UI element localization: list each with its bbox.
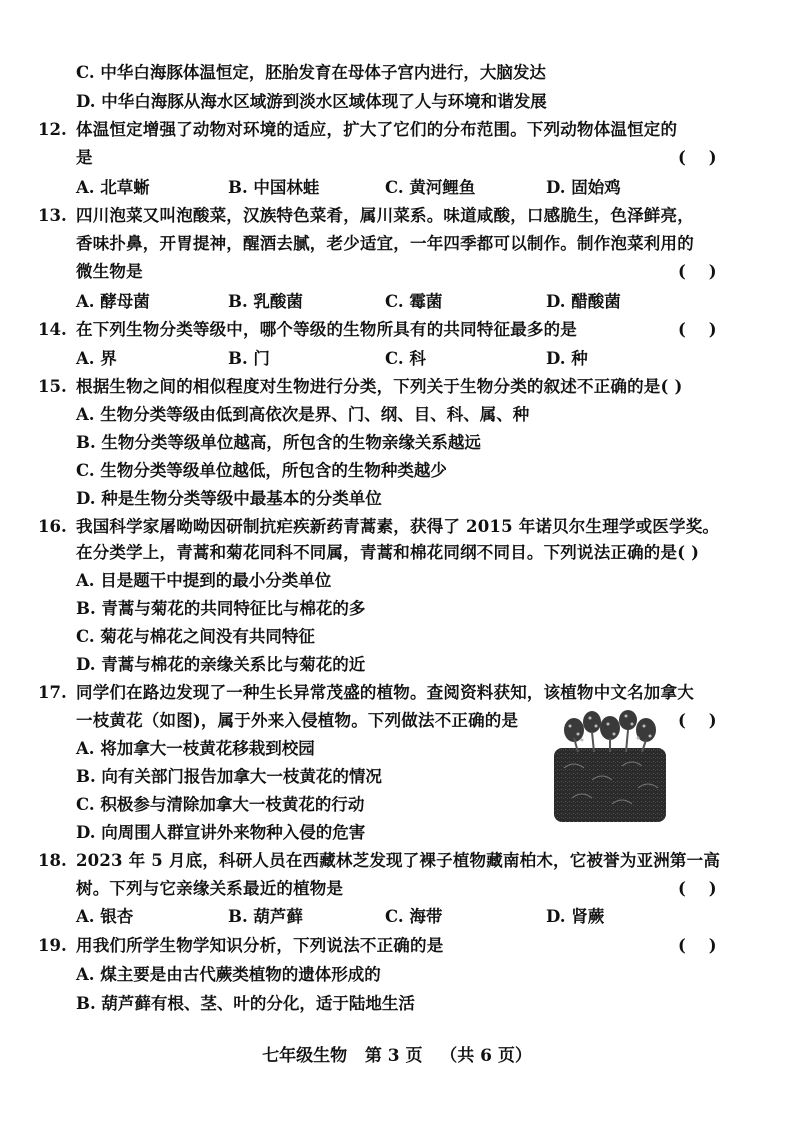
q14-option-c: C. 科 xyxy=(385,349,426,368)
q14-option-b: B. 门 xyxy=(228,349,270,368)
q13-option-a: A. 酵母菌 xyxy=(76,292,150,311)
goldenrod-plant-image xyxy=(552,708,668,824)
q13-option-d: D. 醋酸菌 xyxy=(546,292,621,311)
q18-option-c: C. 海带 xyxy=(385,907,443,926)
q19-option-a: A. 煤主要是由古代蕨类植物的遗体形成的 xyxy=(76,965,381,984)
q12-stem-line2: 是 xyxy=(76,148,93,167)
q16-option-b: B. 青蒿与菊花的共同特征比与棉花的多 xyxy=(76,599,366,618)
q14-option-d: D. 种 xyxy=(546,349,588,368)
q12-answer-paren: ( ) xyxy=(678,148,717,167)
q18-stem-line2: 树。下列与它亲缘关系最近的植物是 xyxy=(76,879,344,898)
q12-option-d: D. 固始鸡 xyxy=(546,178,621,197)
q18-option-a: A. 银杏 xyxy=(76,907,134,926)
q17-option-a: A. 将加拿大一枝黄花移栽到校园 xyxy=(76,739,315,758)
q18-answer-paren: ( ) xyxy=(678,879,717,898)
q12-stem-line1: 体温恒定增强了动物对环境的适应，扩大了它们的分布范围。下列动物体温恒定的 xyxy=(76,120,678,139)
q18-number: 18. xyxy=(38,851,67,870)
q18-stem-line1: 2023 年 5 月底，科研人员在西藏林芝发现了裸子植物藏南柏木，它被誉为亚洲第一高 xyxy=(76,851,721,870)
q18-option-b: B. 葫芦藓 xyxy=(228,907,303,926)
q15-option-d: D. 种是生物分类等级中最基本的分类单位 xyxy=(76,489,382,508)
q13-option-c: C. 霉菌 xyxy=(385,292,443,311)
q13-answer-paren: ( ) xyxy=(678,262,717,281)
q13-stem-line2: 香味扑鼻，开胃提神，醒酒去腻，老少适宜，一年四季都可以制作。制作泡菜利用的 xyxy=(76,234,694,253)
q14-number: 14. xyxy=(38,320,67,339)
q19-answer-paren: ( ) xyxy=(678,936,717,955)
q16-stem-line1: 我国科学家屠呦呦因研制抗疟疾新药青蒿素，获得了 2015 年诺贝尔生理学或医学奖。 xyxy=(76,517,720,536)
q17-stem-line1: 同学们在路边发现了一种生长异常茂盛的植物。查阅资料获知，该植物中文名加拿大 xyxy=(76,683,694,702)
q11-option-c: C. 中华白海豚体温恒定，胚胎发育在母体子宫内进行，大脑发达 xyxy=(76,63,546,82)
q15-stem-line1: 根据生物之间的相似程度对生物进行分类，下列关于生物分类的叙述不正确的是( ) xyxy=(76,377,683,396)
q16-option-c: C. 菊花与棉花之间没有共同特征 xyxy=(76,627,315,646)
q17-option-c: C. 积极参与清除加拿大一枝黄花的行动 xyxy=(76,795,365,814)
q14-stem-line1: 在下列生物分类等级中，哪个等级的生物所具有的共同特征最多的是 xyxy=(76,320,577,339)
q12-option-c: C. 黄河鲤鱼 xyxy=(385,178,476,197)
q17-number: 17. xyxy=(38,683,67,702)
q15-option-c: C. 生物分类等级单位越低，所包含的生物种类越少 xyxy=(76,461,447,480)
q13-number: 13. xyxy=(38,206,67,225)
q17-answer-paren: ( ) xyxy=(678,711,717,730)
q13-stem-line3: 微生物是 xyxy=(76,262,143,281)
q14-option-a: A. 界 xyxy=(76,349,117,368)
q14-answer-paren: ( ) xyxy=(678,320,717,339)
q13-stem-line1: 四川泡菜又叫泡酸菜，汉族特色菜肴，属川菜系。味道咸酸，口感脆生，色泽鲜亮， xyxy=(76,206,694,225)
q16-option-a: A. 目是题干中提到的最小分类单位 xyxy=(76,571,332,590)
page-footer: 七年级生物 第 3 页 （共 6 页） xyxy=(262,1046,532,1066)
q15-number: 15. xyxy=(38,377,67,396)
q16-option-d: D. 青蒿与棉花的亲缘关系比与菊花的近 xyxy=(76,655,366,674)
q13-option-b: B. 乳酸菌 xyxy=(228,292,303,311)
q15-option-a: A. 生物分类等级由低到高依次是界、门、纲、目、科、属、种 xyxy=(76,405,530,424)
q12-number: 12. xyxy=(38,120,67,139)
q12-option-a: A. 北草蜥 xyxy=(76,178,150,197)
q15-option-b: B. 生物分类等级单位越高，所包含的生物亲缘关系越远 xyxy=(76,433,481,452)
q19-option-b: B. 葫芦藓有根、茎、叶的分化，适于陆地生活 xyxy=(76,994,415,1013)
q12-option-b: B. 中国林蛙 xyxy=(228,178,320,197)
q19-number: 19. xyxy=(38,936,67,955)
q16-stem-line2: 在分类学上，青蒿和菊花同科不同属，青蒿和棉花同纲不同目。下列说法正确的是( ) xyxy=(76,543,700,562)
q16-number: 16. xyxy=(38,517,67,536)
q11-option-d: D. 中华白海豚从海水区域游到淡水区域体现了人与环境和谐发展 xyxy=(76,92,547,111)
q19-stem-line1: 用我们所学生物学知识分析，下列说法不正确的是 xyxy=(76,936,444,955)
q17-option-d: D. 向周围人群宣讲外来物种入侵的危害 xyxy=(76,823,366,842)
q17-stem-line2: 一枝黄花（如图)，属于外来入侵植物。下列做法不正确的是 xyxy=(76,711,519,730)
q17-option-b: B. 向有关部门报告加拿大一枝黄花的情况 xyxy=(76,767,382,786)
q18-option-d: D. 肾蕨 xyxy=(546,907,605,926)
